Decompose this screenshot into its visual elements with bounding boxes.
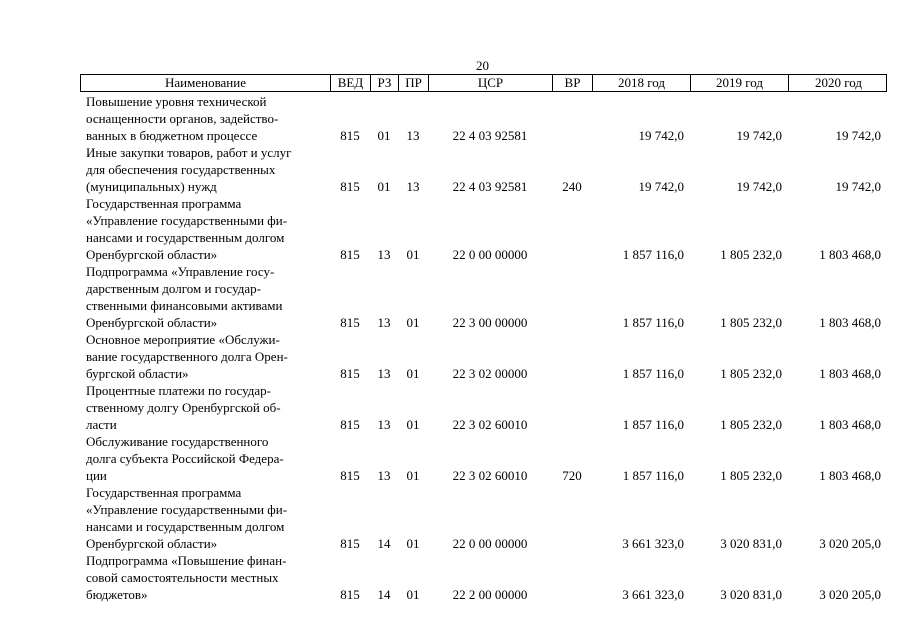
cell-y2018: 19 742,0 [638,179,684,194]
row-name-line: Подпрограмма «Управление госу- [86,264,275,279]
row-name-line: совой самостоятельности местных [86,570,279,585]
cell-pr: 01 [406,315,420,330]
cell-y2020: 1 803 468,0 [819,247,881,262]
row-name [80,331,330,382]
row-name-line: Процентные платежи по государ- [86,383,272,398]
row-name [80,93,330,144]
cell-rz: 01 [377,179,391,194]
cell-rz: 13 [377,417,391,432]
row-name-line: ственными финансовыми активами [86,298,283,313]
cell-csr: 22 0 00 00000 [452,536,528,551]
cell-y2020: 1 803 468,0 [819,315,881,330]
table-row [80,331,887,382]
cell-rz: 14 [377,536,391,551]
cell-y2020: 1 803 468,0 [819,417,881,432]
header-pr: ПР [399,75,429,91]
row-name-line: оснащенности органов, задейство- [86,111,279,126]
page-number: 20 [476,58,489,73]
row-name-line: бургской области» [86,366,189,381]
cell-y2019: 3 020 831,0 [720,587,782,602]
cell-y2020: 1 803 468,0 [819,366,881,381]
cell-y2020: 19 742,0 [835,179,881,194]
row-name-line: бюджетов» [86,587,148,602]
cell-y2018: 3 661 323,0 [622,587,684,602]
row-name-line: Оренбургской области» [86,247,218,262]
cell-csr: 22 3 02 00000 [452,366,528,381]
cell-rz: 13 [377,247,391,262]
row-name [80,144,330,195]
cell-y2020: 19 742,0 [835,128,881,143]
cell-y2018: 3 661 323,0 [622,536,684,551]
cell-pr: 01 [406,366,420,381]
row-name-line: ственному долгу Оренбургской об- [86,400,281,415]
cell-y2018: 1 857 116,0 [622,366,684,381]
row-name-line: Оренбургской области» [86,536,218,551]
cell-ved: 815 [340,315,360,330]
row-name-line: (муниципальных) нужд [86,179,217,194]
row-name-line: Оренбургской области» [86,315,218,330]
table-body [80,93,887,603]
row-name-line: долга субъекта Российской Федера- [86,451,284,466]
cell-ved: 815 [340,417,360,432]
header-vr: ВР [553,75,593,91]
header-rz: РЗ [371,75,399,91]
row-name-line: Обслуживание государственного [86,434,269,449]
row-name-line: «Управление государственными фи- [86,502,288,517]
table-row [80,144,887,195]
cell-pr: 13 [406,179,420,194]
cell-pr: 01 [406,247,420,262]
cell-vr: 240 [562,179,582,194]
cell-rz: 14 [377,587,391,602]
cell-ved: 815 [340,366,360,381]
cell-y2020: 3 020 205,0 [819,587,881,602]
row-name [80,433,330,484]
cell-y2018: 1 857 116,0 [622,315,684,330]
cell-csr: 22 4 03 92581 [452,179,528,194]
row-name [80,195,330,263]
cell-csr: 22 4 03 92581 [452,128,528,143]
cell-ved: 815 [340,247,360,262]
row-name-line: ванных в бюджетном процессе [86,128,258,143]
cell-y2020: 1 803 468,0 [819,468,881,483]
cell-rz: 13 [377,468,391,483]
row-name-line: нансами и государственным долгом [86,230,285,245]
cell-y2019: 1 805 232,0 [720,247,782,262]
cell-ved: 815 [340,468,360,483]
cell-rz: 13 [377,366,391,381]
row-name-line: для обеспечения государственных [86,162,276,177]
table-row [80,552,887,603]
cell-y2019: 19 742,0 [736,179,782,194]
cell-pr: 01 [406,587,420,602]
table-row [80,484,887,552]
cell-y2019: 1 805 232,0 [720,468,782,483]
row-name-line: Иные закупки товаров, работ и услуг [86,145,292,160]
cell-ved: 815 [340,128,360,143]
cell-csr: 22 3 02 60010 [452,417,528,432]
cell-y2018: 1 857 116,0 [622,247,684,262]
table-row [80,93,887,144]
table-row [80,382,887,433]
row-name-line: Государственная программа [86,485,242,500]
cell-ved: 815 [340,587,360,602]
row-name-line: нансами и государственным долгом [86,519,285,534]
cell-vr: 720 [562,468,582,483]
cell-y2019: 1 805 232,0 [720,366,782,381]
row-name-line: ции [86,468,107,483]
cell-y2019: 3 020 831,0 [720,536,782,551]
cell-rz: 13 [377,315,391,330]
cell-pr: 01 [406,468,420,483]
cell-y2020: 3 020 205,0 [819,536,881,551]
table-row [80,195,887,263]
cell-y2018: 1 857 116,0 [622,417,684,432]
row-name [80,382,330,433]
row-name [80,263,330,331]
row-name [80,484,330,552]
row-name-line: вание государственного долга Орен- [86,349,288,364]
cell-csr: 22 3 02 60010 [452,468,528,483]
header-csr: ЦСР [429,75,553,91]
row-name-line: Государственная программа [86,196,242,211]
cell-y2018: 19 742,0 [638,128,684,143]
budget-table [80,74,887,603]
row-name-line: Повышение уровня технической [86,94,267,109]
cell-y2018: 1 857 116,0 [622,468,684,483]
header-ved: ВЕД [331,75,371,91]
header-2018: 2018 год [593,75,691,91]
row-name [80,552,330,603]
row-name-line: Подпрограмма «Повышение финан- [86,553,287,568]
header-2019: 2019 год [691,75,789,91]
cell-y2019: 1 805 232,0 [720,417,782,432]
cell-ved: 815 [340,179,360,194]
cell-csr: 22 0 00 00000 [452,247,528,262]
header-name: Наименование [81,75,331,91]
cell-pr: 01 [406,536,420,551]
table-header [80,74,887,92]
row-name-line: дарственным долгом и государ- [86,281,261,296]
table-row [80,263,887,331]
cell-pr: 01 [406,417,420,432]
row-name-line: ласти [86,417,117,432]
cell-rz: 01 [377,128,391,143]
cell-pr: 13 [406,128,420,143]
header-2020: 2020 год [815,75,862,90]
cell-y2019: 1 805 232,0 [720,315,782,330]
cell-csr: 22 3 00 00000 [452,315,528,330]
cell-y2019: 19 742,0 [736,128,782,143]
cell-ved: 815 [340,536,360,551]
row-name-line: «Управление государственными фи- [86,213,288,228]
cell-csr: 22 2 00 00000 [452,587,528,602]
table-row [80,433,887,484]
row-name-line: Основное мероприятие «Обслужи- [86,332,280,347]
